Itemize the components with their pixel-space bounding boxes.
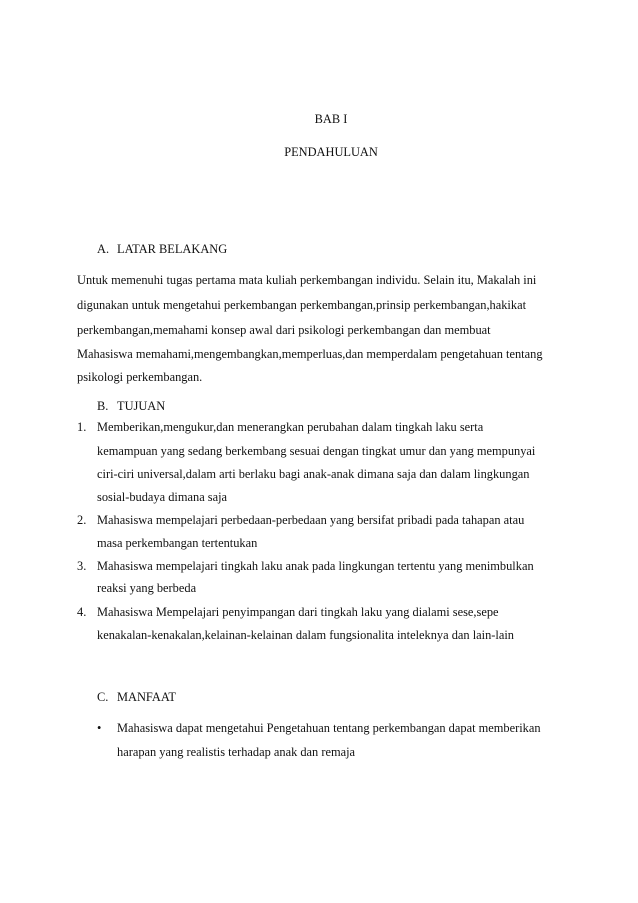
- section-a-line: psikologi perkembangan.: [77, 370, 203, 384]
- list-item-marker: 3.: [77, 559, 87, 573]
- list-item-line: Mahasiswa mempelajari tingkah laku anak pada lingkungan tertentu yang menimbulkan: [97, 559, 534, 573]
- section-a-marker: A.: [97, 242, 110, 256]
- section-a-line: Untuk memenuhi tugas pertama mata kuliah perkembangan individu. Selain itu, Makalah ini: [77, 273, 537, 287]
- list-item-line: Mahasiswa dapat mengetahui Pengetahuan tentang perkembangan dapat memberikan: [117, 721, 541, 735]
- list-item-line: masa perkembangan tertentukan: [97, 536, 258, 550]
- section-b-heading: TUJUAN: [117, 399, 166, 413]
- list-item-marker: 2.: [77, 513, 87, 527]
- list-item-line: kenakalan-kenakalan,kelainan-kelainan dalam fungsionalita inteleknya dan lain-lain: [97, 628, 514, 642]
- list-item-line: sosial-budaya dimana saja: [97, 490, 228, 504]
- list-item-line: Mahasiswa Mempelajari penyimpangan dari tingkah laku yang dialami sese,sepe: [97, 605, 499, 619]
- section-b-marker: B.: [97, 399, 109, 413]
- section-c-heading: MANFAAT: [117, 690, 176, 704]
- section-a-line: perkembangan,memahami konsep awal dari psikologi perkembangan dan membuat: [77, 323, 491, 337]
- section-c-marker: C.: [97, 690, 109, 704]
- list-item-line: ciri-ciri universal,dalam arti berlaku bagi anak-anak dimana saja dan dalam lingkungan: [97, 467, 530, 481]
- list-item-line: Memberikan,mengukur,dan menerangkan perubahan dalam tingkah laku serta: [97, 420, 484, 434]
- chapter-title: PENDAHULUAN: [284, 145, 378, 159]
- bullet-marker: •: [97, 721, 102, 735]
- list-item-line: harapan yang realistis terhadap anak dan remaja: [117, 745, 356, 759]
- list-item-marker: 1.: [77, 420, 87, 434]
- list-item-marker: 4.: [77, 605, 87, 619]
- list-item-line: reaksi yang berbeda: [97, 581, 197, 595]
- list-item-line: Mahasiswa mempelajari perbedaan-perbedaan yang bersifat pribadi pada tahapan atau: [97, 513, 525, 527]
- section-a-line: Mahasiswa memahami,mengembangkan,memperluas,dan memperdalam pengetahuan tentang: [77, 347, 543, 361]
- section-a-line: digunakan untuk mengetahui perkembangan perkembangan,prinsip perkembangan,hakikat: [77, 298, 527, 312]
- list-item-line: kemampuan yang sedang berkembang sesuai dengan tingkat umur dan yang mempunyai: [97, 444, 536, 458]
- section-a-heading: LATAR BELAKANG: [117, 242, 228, 256]
- chapter-number: BAB I: [314, 112, 348, 126]
